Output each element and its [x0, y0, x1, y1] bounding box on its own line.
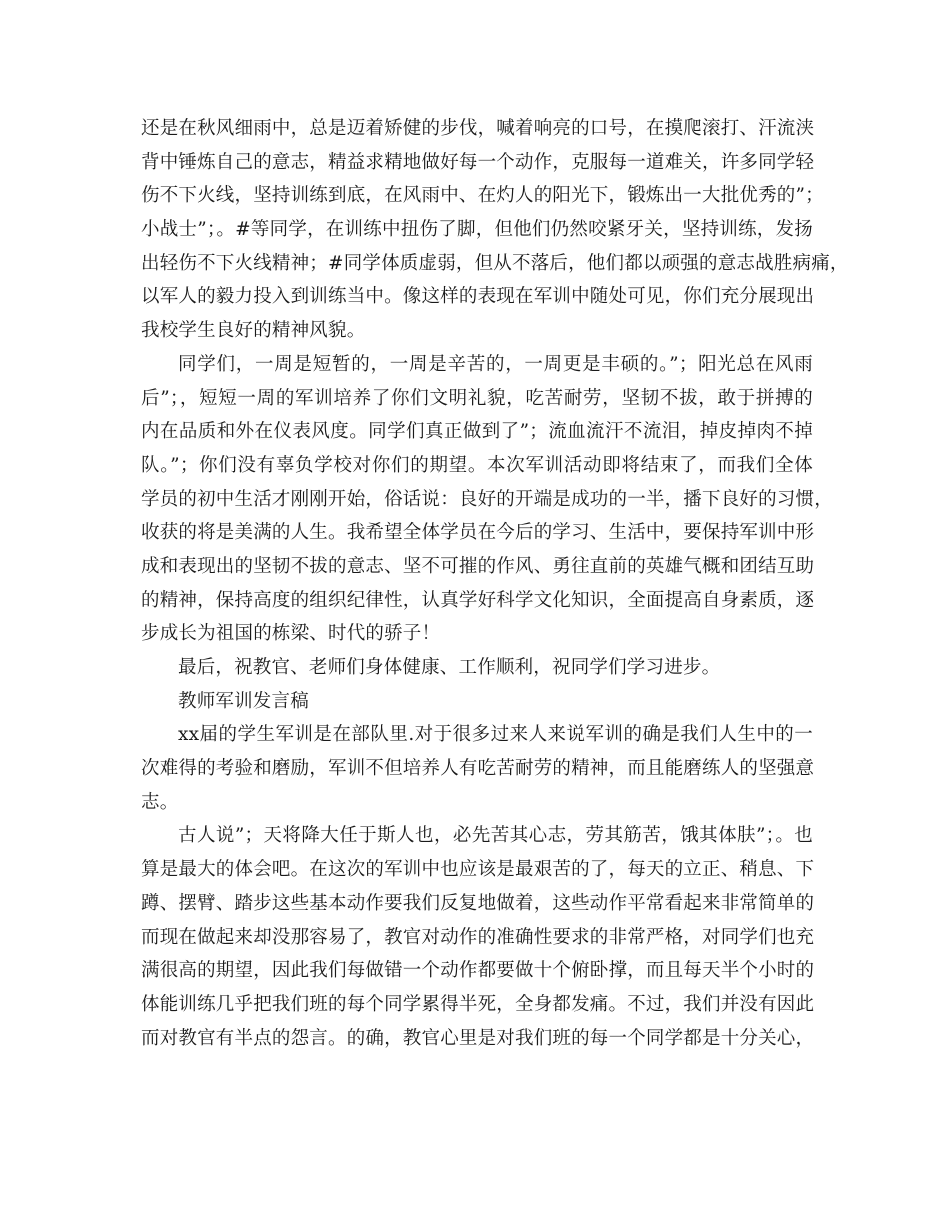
text-line: 而现在做起来却没那容易了，教官对动作的准确性要求的非常严格，对同学们也充 — [141, 926, 815, 948]
text-line: 的精神，保持高度的组织纪律性，认真学好科学文化知识，全面提高自身素质，逐 — [141, 589, 815, 611]
text-line: 以军人的毅力投入到训练当中。像这样的表现在军训中随处可见，你们充分展现出 — [141, 286, 815, 308]
text-line: 我校学生良好的精神风貌。 — [141, 320, 366, 342]
text-line: 内在品质和外在仪表风度。同学们真正做到了”；流血流汗不流泪，掉皮掉肉不掉 — [141, 421, 813, 443]
text-line: 同学们，一周是短暂的，一周是辛苦的，一周更是丰硕的。”；阳光总在风雨 — [178, 353, 813, 375]
text-line: 成和表现出的坚韧不拔的意志、坚不可摧的作风、勇往直前的英雄气概和团结互助 — [141, 555, 815, 577]
text-line: 队。”；你们没有辜负学校对你们的期望。本次军训活动即将结束了，而我们全体 — [141, 454, 813, 476]
text-line: 后”；，短短一周的军训培养了你们文明礼貌，吃苦耐劳，坚韧不拔，敢于拼搏的 — [141, 387, 813, 409]
text-line: 背中锤炼自己的意志，精益求精地做好每一个动作，克服每一道难关，许多同学轻 — [141, 151, 815, 173]
text-line: 伤不下火线，坚持训练到底，在风雨中、在灼人的阳光下，锻炼出一大批优秀的”； — [141, 185, 824, 207]
text-line: 算是最大的体会吧。在这次的军训中也应该是最艰苦的了，每天的立正、稍息、下 — [141, 859, 815, 881]
text-line: 最后，祝教官、老师们身体健康、工作顺利，祝同学们学习进步。 — [178, 657, 721, 678]
text-line: 小战士”；。#等同学，在训练中扭伤了脚，但他们仍然咬紧牙关，坚持训练，发扬 — [141, 219, 813, 241]
text-line: 满很高的期望，因此我们每做错一个动作都要做十个俯卧撑，而且每天半个小时的 — [141, 960, 815, 982]
text-line: 学员的初中生活才刚刚开始，俗话说：良好的开端是成功的一半，播下良好的习惯， — [141, 488, 833, 510]
text-line: 还是在秋风细雨中，总是迈着矫健的步伐，喊着响亮的口号，在摸爬滚打、汗流浃 — [141, 118, 815, 139]
text-line: 教师军训发言稿 — [178, 690, 309, 712]
text-line: 古人说”；天将降大任于斯人也，必先苦其心志，劳其筋苦，饿其体肤”；。也 — [178, 825, 813, 847]
text-line: 步成长为祖国的栋梁、时代的骄子！ — [141, 623, 441, 645]
text-line: 而对教官有半点的怨言。的确，教官心里是对我们班的每一个同学都是十分关心， — [141, 1027, 815, 1049]
text-line: 收获的将是美满的人生。我希望全体学员在今后的学习、生活中，要保持军训中形 — [141, 522, 815, 544]
text-line: xx届的学生军训是在部队里.对于很多过来人来说军训的确是我们人生中的一 — [178, 724, 813, 746]
text-line: 次难得的考验和磨励，军训不但培养人有吃苦耐劳的精神，而且能磨练人的坚强意 — [141, 758, 815, 780]
text-line: 出轻伤不下火线精神；#同学体质虚弱，但从不落后，他们都以顽强的意志战胜病痛， — [141, 252, 849, 274]
text-line: 蹲、摆臂、踏步这些基本动作要我们反复地做着，这些动作平常看起来非常简单的 — [141, 892, 815, 914]
text-line: 志。 — [141, 791, 179, 813]
text-line: 体能训练几乎把我们班的每个同学累得半死，全身都发痛。不过，我们并没有因此 — [141, 993, 815, 1015]
document-body — [141, 112, 849, 1055]
